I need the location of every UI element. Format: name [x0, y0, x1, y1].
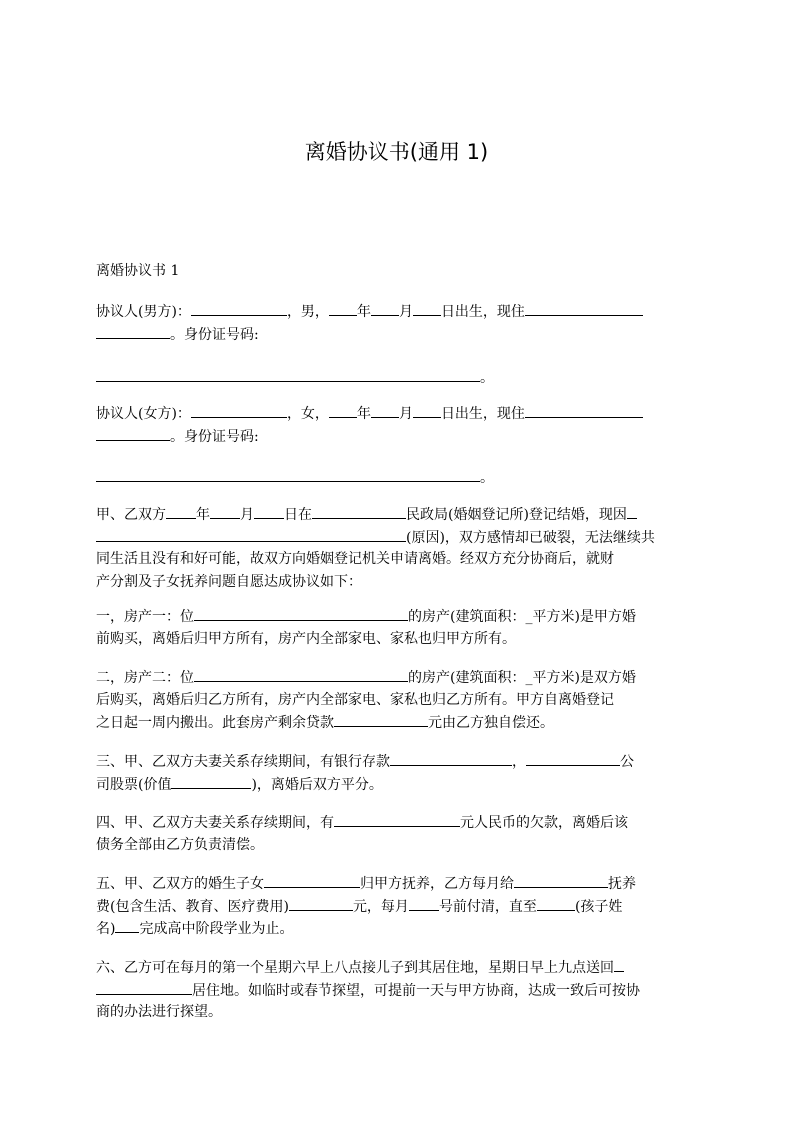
- registry-text: 民政局(婚姻登记所)登记结婚，现因: [406, 507, 627, 523]
- property-two-location-blank: [194, 666, 408, 682]
- deposits-text: 三、甲、乙双方夫妻关系存续期间，有银行存款: [96, 754, 390, 770]
- comma-text: ，: [512, 754, 526, 770]
- id-number-label: 。身份证号码:: [170, 326, 259, 343]
- female-party-paragraph: [96, 402, 700, 447]
- property-one-location-blank: [194, 605, 408, 621]
- debt-paragraph: [96, 811, 700, 856]
- marriage-text: 甲、乙双方: [96, 507, 166, 523]
- male-id-blank: [96, 366, 480, 382]
- document-subtitle: 离婚协议书 1: [96, 263, 180, 279]
- female-id-blank: [96, 466, 480, 482]
- female-address-blank-cont: [96, 425, 170, 441]
- male-birth-year-blank: [329, 300, 357, 316]
- loan-amount-blank: [334, 711, 428, 727]
- marriage-text-line4: 产分割及子女抚养问题自愿达成协议如下：: [96, 573, 362, 590]
- month-label: 月: [398, 304, 413, 320]
- property-two-label: 二，房产二：位: [96, 670, 194, 686]
- reason-blank-start: [627, 503, 637, 519]
- female-gender-text: ，女，: [286, 406, 329, 422]
- id-number-label: 。身份证号码:: [170, 428, 259, 445]
- reason-text: (原因)，双方感情却已破裂，无法继续共: [406, 529, 655, 546]
- child-paragraph: [96, 872, 700, 940]
- female-party-label: 协议人(女方)：: [96, 406, 191, 422]
- debt-text: 四、甲、乙双方夫妻关系存续期间，有: [96, 815, 334, 831]
- child-name-text: (孩子姓: [574, 898, 623, 915]
- male-id-line: [96, 366, 700, 389]
- male-party-paragraph: [96, 300, 700, 345]
- deposits-paragraph: [96, 750, 700, 795]
- stock-value-text: 司股票(价值: [96, 776, 172, 793]
- male-party-label: 协议人(男方)：: [96, 304, 191, 320]
- stock-text: 公: [620, 754, 634, 770]
- custody-text: 归甲方抚养，乙方每月给: [360, 876, 514, 892]
- until-text: 号前付清，直至: [438, 898, 537, 915]
- year-label: 年: [356, 406, 371, 422]
- monthly-text: 元，每月: [352, 898, 409, 915]
- visitation-text-line3: 商的办法进行探望。: [96, 1004, 222, 1020]
- year-label: 年: [196, 507, 210, 523]
- male-address-blank: [525, 300, 643, 316]
- marriage-month-blank: [210, 503, 240, 519]
- support-amount-blank: [514, 872, 608, 888]
- birth-residence-text: 日出生，现住: [440, 406, 525, 422]
- child-name-blank: [264, 872, 360, 888]
- female-id-line: [96, 466, 700, 489]
- debt-text-line2: 债务全部由乙方负责清偿。: [96, 836, 264, 853]
- male-name-blank: [191, 300, 287, 316]
- fee-amount-blank: [289, 895, 353, 911]
- marriage-paragraph: [96, 503, 700, 593]
- return-place-blank: [96, 979, 192, 995]
- loan-text: 之日起一周内搬出。此套房产剩余贷款: [96, 715, 334, 731]
- support-text: 抚养: [608, 876, 636, 892]
- deposit-amount-blank: [390, 750, 512, 766]
- loan-text-end: 元由乙方独自偿还。: [428, 715, 554, 731]
- month-label: 月: [398, 406, 413, 422]
- marriage-year-blank: [166, 503, 196, 519]
- female-name-blank: [191, 402, 287, 418]
- male-address-blank-cont: [96, 323, 170, 339]
- period-mark: 。: [480, 370, 494, 386]
- month-label: 月: [240, 507, 254, 523]
- education-text: 完成高中阶段学业为止。: [139, 921, 294, 937]
- debt-text-end: 元人民币的欠款，离婚后该: [460, 815, 628, 831]
- year-label: 年: [356, 304, 371, 320]
- male-birth-month-blank: [371, 300, 399, 316]
- female-birth-year-blank: [329, 402, 357, 418]
- reason-blank: [96, 526, 406, 542]
- property-one-label: 一，房产一：位: [96, 609, 194, 625]
- child-name-blank-2: [537, 895, 575, 911]
- property-two-text-line2: 后购买，离婚后归乙方所有，房产内全部家电、家私也归乙方所有。甲方自离婚登记: [96, 691, 614, 708]
- birth-residence-text: 日出生，现住: [440, 304, 525, 320]
- visitation-text: 六、乙方可在每月的第一个星期六早上八点接儿子到其居住地，星期日早上九点送回: [96, 960, 614, 976]
- male-gender-text: ，男，: [286, 304, 329, 320]
- property-two-text: 的房产(建筑面积：_平方米)是双方婚: [408, 670, 636, 686]
- registry-blank: [312, 503, 406, 519]
- stock-value-blank: [171, 773, 251, 789]
- name-close-text: 名): [96, 921, 116, 937]
- marriage-day-blank: [254, 503, 284, 519]
- stock-company-blank: [526, 750, 620, 766]
- debt-amount-blank: [334, 811, 460, 827]
- property-one-text: 的房产(建筑面积：_平方米)是甲方婚: [408, 609, 636, 625]
- fee-text: 费(包含生活、教育、医疗费用): [96, 898, 289, 915]
- child-name-blank-3: [115, 917, 139, 933]
- pay-day-blank: [409, 895, 439, 911]
- period-mark: 。: [480, 470, 494, 486]
- marriage-place-text: 日在: [284, 507, 312, 523]
- property-one-paragraph: [96, 605, 700, 650]
- visitation-paragraph: [96, 956, 700, 1024]
- property-one-text-line2: 前购买，离婚后归甲方所有，房产内全部家电、家私也归甲方所有。: [96, 630, 516, 647]
- split-text: )，离婚后双方平分。: [251, 776, 383, 793]
- child-text: 五、甲、乙双方的婚生子女: [96, 876, 264, 892]
- property-two-paragraph: [96, 666, 700, 734]
- female-birth-day-blank: [413, 402, 441, 418]
- visitation-text-line2: 居住地。如临时或春节探望，可提前一天与甲方协商，达成一致后可按协: [192, 982, 640, 999]
- female-address-blank: [525, 402, 643, 418]
- page-title: 离婚协议书(通用 1): [304, 140, 489, 164]
- male-birth-day-blank: [413, 300, 441, 316]
- marriage-text-line3: 同生活且没有和好可能，故双方向婚姻登记机关申请离婚。经双方充分协商后，就财: [96, 551, 614, 567]
- return-place-blank-start: [614, 956, 624, 972]
- female-birth-month-blank: [371, 402, 399, 418]
